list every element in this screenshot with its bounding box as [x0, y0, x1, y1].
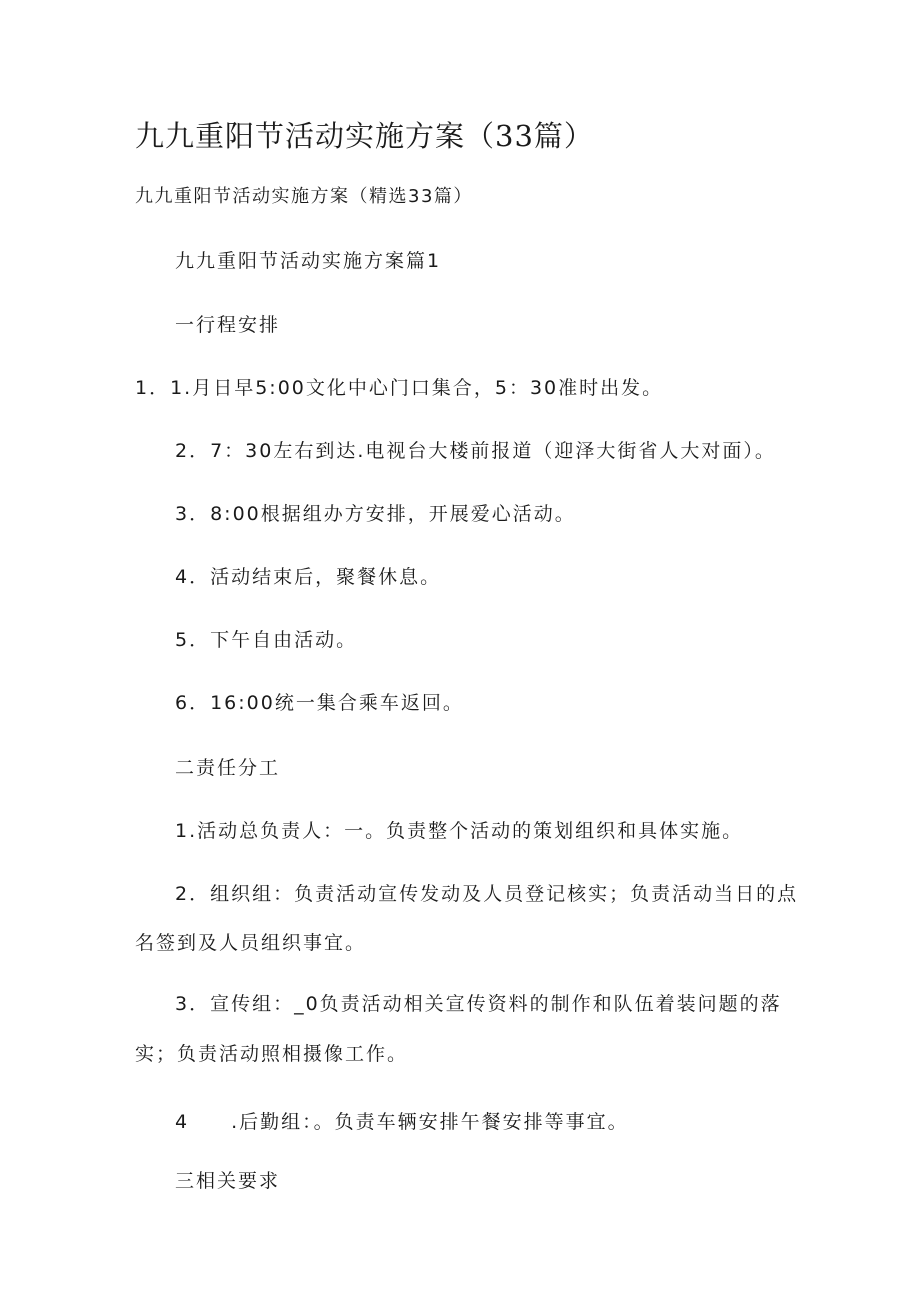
section-heading-schedule: 一行程安排	[175, 314, 281, 336]
schedule-item-2: 2．7：30左右到达.电视台大楼前报道（迎泽大街省人大对面）。	[175, 440, 776, 462]
document-subtitle: 九九重阳节活动实施方案（精选33篇）	[135, 186, 473, 207]
schedule-item-4: 4．活动结束后，聚餐休息。	[175, 566, 442, 588]
responsibility-item-1: 1.活动总负责人：一。负责整个活动的策划组织和具体实施。	[175, 820, 744, 842]
schedule-item-5: 5．下午自由活动。	[175, 629, 358, 651]
responsibility-item-3-line-2: 实；负责活动照相摄像工作。	[135, 1043, 409, 1065]
schedule-item-6: 6．16:00统一集合乘车返回。	[175, 692, 464, 714]
chapter-heading: 九九重阳节活动实施方案篇1	[175, 250, 442, 272]
document-title: 九九重阳节活动实施方案（33篇）	[135, 119, 594, 153]
schedule-item-1: 1．1.月日早5:00文化中心门口集合，5：30准时出发。	[135, 377, 664, 399]
schedule-item-3: 3．8:00根据组办方安排，开展爱心活动。	[175, 503, 576, 525]
responsibility-item-3-line-1: 3．宣传组：_0负责活动相关宣传资料的制作和队伍着装问题的落	[175, 993, 782, 1015]
responsibility-item-4: 4 .后勤组：。负责车辆安排午餐安排等事宜。	[175, 1111, 629, 1133]
section-heading-requirements: 三相关要求	[175, 1170, 281, 1192]
responsibility-item-2-line-2: 名签到及人员组织事宜。	[135, 932, 367, 954]
responsibility-item-2-line-1: 2．组织组：负责活动宣传发动及人员登记核实；负责活动当日的点	[175, 883, 799, 905]
section-heading-responsibilities: 二责任分工	[175, 757, 281, 779]
